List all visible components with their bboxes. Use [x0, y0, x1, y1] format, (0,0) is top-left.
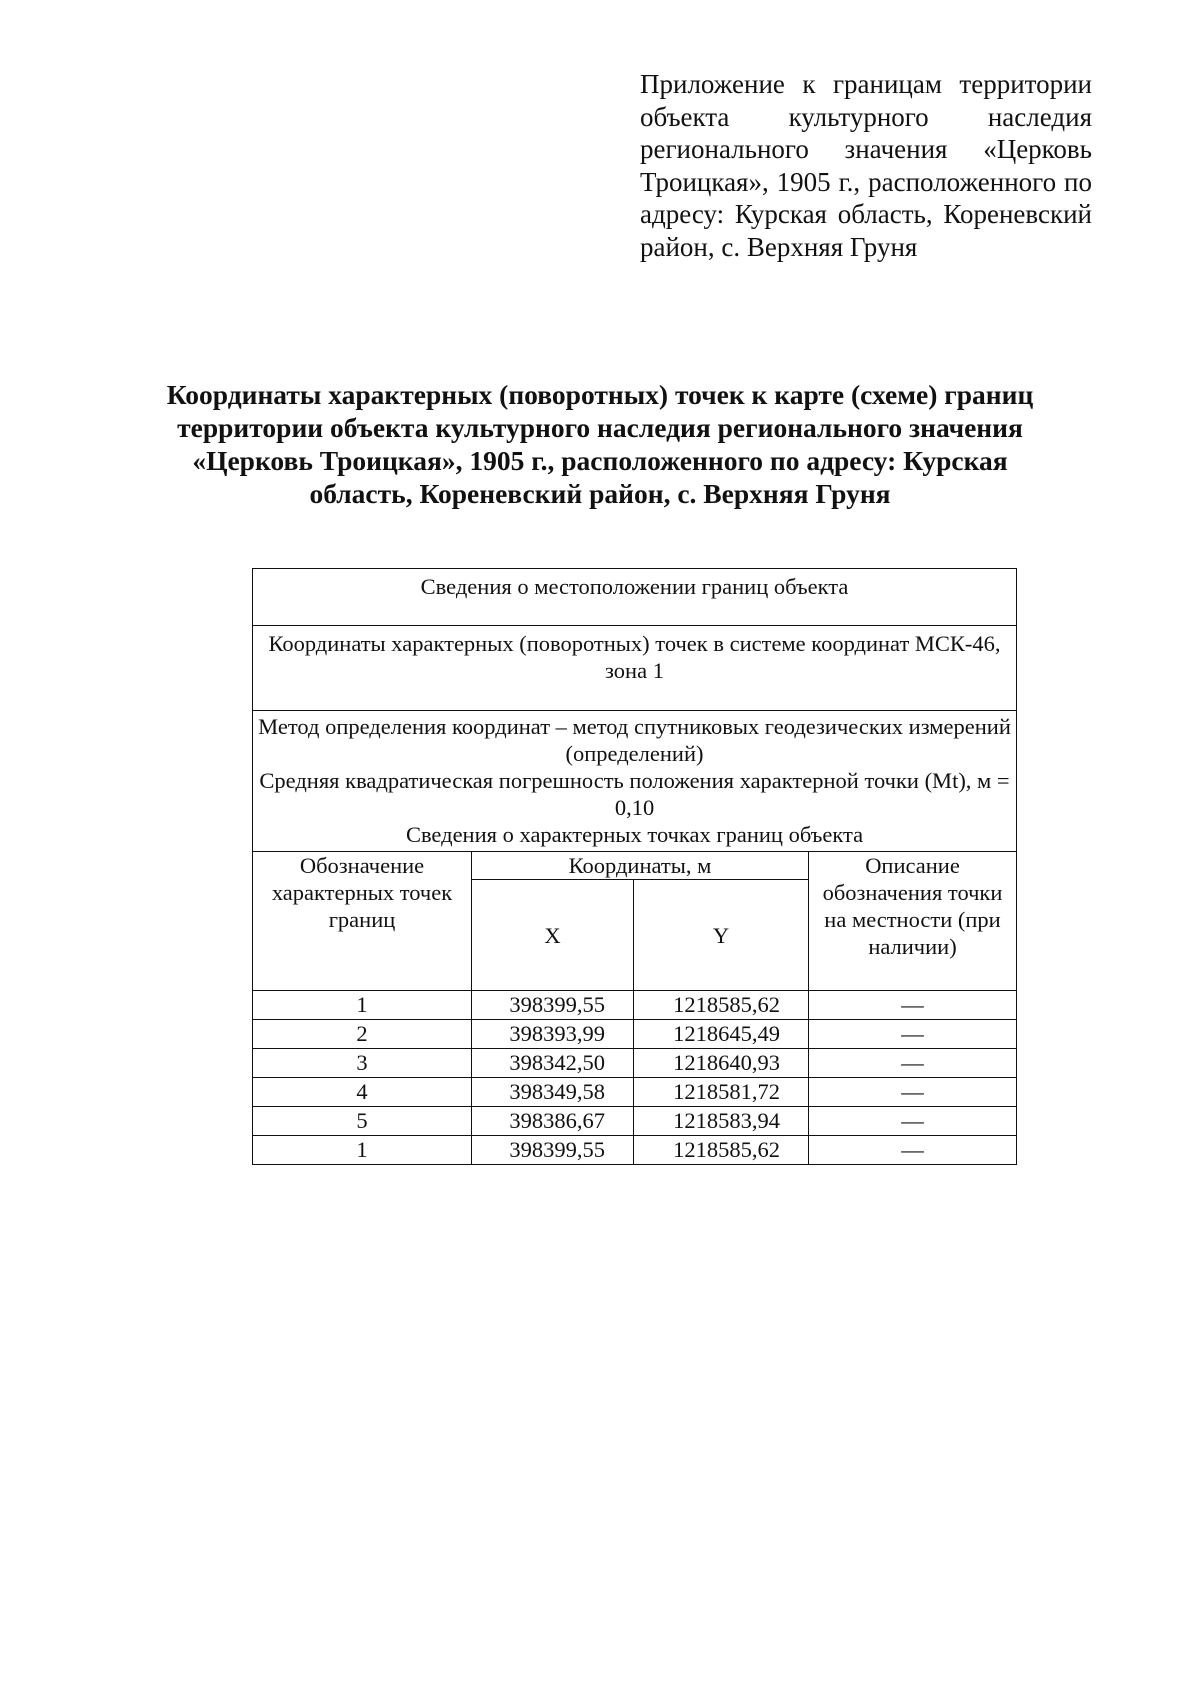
y-header: Y — [634, 880, 809, 991]
x-cell: 398399,55 — [472, 1136, 634, 1165]
description-cell: — — [809, 1049, 1017, 1078]
table-info-row — [253, 711, 1017, 852]
table-info-row — [253, 569, 1017, 626]
y-cell: 1218645,49 — [634, 1020, 809, 1049]
y-cell: 1218585,62 — [634, 1136, 809, 1165]
y-cell: 1218581,72 — [634, 1078, 809, 1107]
x-cell: 398386,67 — [472, 1107, 634, 1136]
error-text: Средняя квадратическая погрешность положения характерной точки (Mt), м = 0,10 — [259, 768, 1010, 820]
description-cell: — — [809, 991, 1017, 1020]
coordinate-system-heading: Координаты характерных (поворотных) точек в системе координат МСК-46, зона 1 — [253, 626, 1017, 711]
table-row — [253, 991, 1017, 1020]
table-row — [253, 1136, 1017, 1165]
table-row — [253, 1020, 1017, 1049]
point-cell: 4 — [253, 1078, 472, 1107]
description-cell: — — [809, 1136, 1017, 1165]
table-row — [253, 1107, 1017, 1136]
coordinates-header: Координаты, м — [472, 852, 809, 880]
points-info-text: Сведения о характерных точках границ объекта — [405, 822, 864, 847]
table-info-row — [253, 626, 1017, 711]
x-cell: 398399,55 — [472, 991, 634, 1020]
x-header: X — [472, 880, 634, 991]
x-cell: 398349,58 — [472, 1078, 634, 1107]
method-text: Метод определения координат – метод спутниковых геодезических измерений (определений) — [258, 714, 1011, 766]
point-cell: 2 — [253, 1020, 472, 1049]
document-title: Координаты характерных (поворотных) точек к карте (схеме) границ территории объекта культурного наследия регионального значения «Церковь Троицкая», 1905 г., расположенного по адресу: Курская область, Кореневский район, с. Верхняя Груня — [166, 379, 1034, 509]
coordinates-table — [252, 568, 1017, 1165]
point-cell: 1 — [253, 1136, 472, 1165]
x-cell: 398393,99 — [472, 1020, 634, 1049]
point-cell: 3 — [253, 1049, 472, 1078]
point-cell: 1 — [253, 991, 472, 1020]
x-cell: 398342,50 — [472, 1049, 634, 1078]
method-cell — [253, 711, 1017, 852]
y-cell: 1218583,94 — [634, 1107, 809, 1136]
description-header: Описание обозначения точки на местности (при наличии) — [809, 852, 1017, 991]
designation-header: Обозначение характерных точек границ — [253, 852, 472, 991]
appendix-note: Приложение к границам территории объекта культурного наследия регионального значения «Церковь Троицкая», 1905 г., расположенного по адресу: Курская область, Кореневский район, с. Верхняя Груня — [640, 69, 1092, 262]
description-cell: — — [809, 1078, 1017, 1107]
description-cell: — — [809, 1107, 1017, 1136]
boundary-location-heading: Сведения о местоположении границ объекта — [253, 569, 1017, 626]
table-row — [253, 1049, 1017, 1078]
y-cell: 1218640,93 — [634, 1049, 809, 1078]
point-cell: 5 — [253, 1107, 472, 1136]
description-cell: — — [809, 1020, 1017, 1049]
y-cell: 1218585,62 — [634, 991, 809, 1020]
table-row — [253, 1078, 1017, 1107]
table-header-row — [253, 852, 1017, 880]
